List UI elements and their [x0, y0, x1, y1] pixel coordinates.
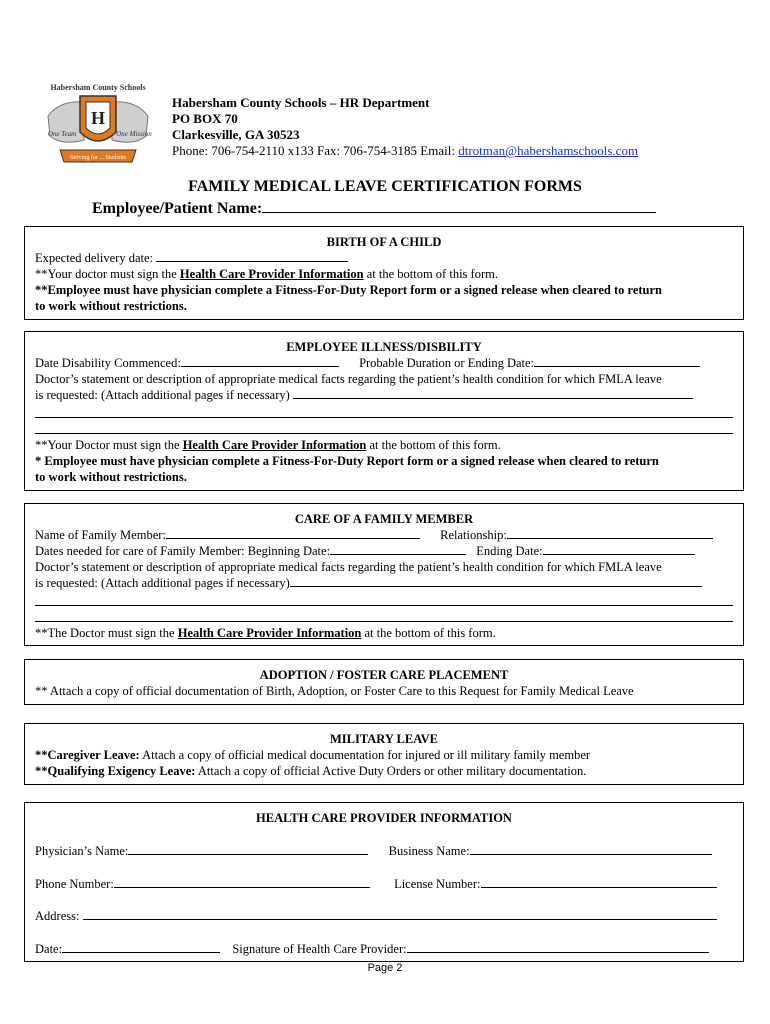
- illness-statement-line1: Doctor’s statement or description of appropriate medical facts regarding the patient’s health condition for which FMLA leave: [35, 372, 662, 386]
- illness-doctor-prefix: **Your Doctor must sign the: [35, 438, 183, 452]
- date-field[interactable]: [62, 941, 220, 953]
- birth-doctor-prefix: **Your doctor must sign the: [35, 267, 180, 281]
- family-statement-line1: Doctor’s statement or description of appropriate medical facts regarding the patient’s health condition for which FMLA leave: [35, 560, 662, 574]
- family-blank-line-1[interactable]: [35, 605, 733, 606]
- school-logo: [40, 80, 156, 178]
- ending-date-field[interactable]: [543, 543, 695, 555]
- birth-doctor-suffix: at the bottom of this form.: [363, 267, 498, 281]
- city-line: Clarkesville, GA 30523: [172, 127, 300, 142]
- family-statement-field[interactable]: [290, 575, 702, 587]
- duration-field[interactable]: [534, 355, 700, 367]
- logo-ribbon-text: Striving for ... Students: [69, 155, 127, 161]
- caregiver-row: [35, 747, 590, 763]
- military-section: [24, 723, 744, 785]
- beginning-date-field[interactable]: [330, 543, 466, 555]
- svg-text:H: H: [90, 108, 106, 128]
- disability-dates-row: [35, 355, 700, 371]
- family-statement-row: [35, 575, 702, 591]
- caregiver-label: **Caregiver Leave:: [35, 748, 140, 762]
- page-number: Page 2: [367, 962, 403, 974]
- relationship-field[interactable]: [507, 527, 713, 539]
- illness-section: [24, 331, 744, 491]
- commenced-field[interactable]: [181, 355, 339, 367]
- family-blank-line-2[interactable]: [35, 621, 733, 622]
- illness-statement-field[interactable]: [293, 387, 693, 399]
- date-label: Date:: [35, 942, 63, 956]
- license-field[interactable]: [481, 876, 717, 888]
- family-dates-row: [35, 543, 695, 559]
- contact-line: [172, 143, 638, 159]
- logo-left-text: One Team: [47, 130, 77, 138]
- employee-name-label: Employee/Patient Name:: [92, 200, 263, 217]
- birth-fitness-line2: to work without restrictions.: [35, 299, 187, 313]
- exigency-row: [35, 763, 586, 779]
- phone-row: [35, 876, 717, 892]
- employee-name-field[interactable]: [262, 198, 656, 213]
- license-label: License Number:: [394, 877, 481, 891]
- military-heading: MILITARY LEAVE: [329, 732, 439, 746]
- illness-blank-line-2[interactable]: [35, 433, 733, 434]
- business-label: Business Name:: [388, 844, 470, 858]
- address-label: Address:: [35, 909, 83, 923]
- illness-statement-line2: is requested: (Attach additional pages if necessary): [35, 388, 290, 402]
- birth-heading: BIRTH OF A CHILD: [326, 235, 442, 249]
- relationship-label: Relationship:: [440, 528, 507, 542]
- illness-hcp-ref: Health Care Provider Information: [182, 438, 367, 452]
- provider-heading: HEALTH CARE PROVIDER INFORMATION: [256, 811, 512, 825]
- contact-prefix: Phone: 706-754-2110 x133 Fax: 706-754-3185 Email:: [172, 143, 459, 158]
- illness-statement-row: [35, 387, 693, 403]
- illness-doctor-note: [35, 437, 501, 453]
- illness-doctor-suffix: at the bottom of this form.: [366, 438, 501, 452]
- ending-date-label: Ending Date:: [476, 544, 543, 558]
- family-doctor-prefix: **The Doctor must sign the: [35, 626, 178, 640]
- delivery-date-row: [35, 250, 348, 266]
- address-row: [35, 908, 717, 924]
- date-signature-row: [35, 941, 709, 957]
- family-doctor-suffix: at the bottom of this form.: [361, 626, 496, 640]
- family-statement-line2: is requested: (Attach additional pages if necessary): [35, 576, 290, 590]
- employee-name-row: [92, 198, 656, 218]
- illness-fitness-line2: to work without restrictions.: [35, 470, 187, 484]
- commenced-label: Date Disability Commenced:: [35, 356, 181, 370]
- signature-label: Signature of Health Care Provider:: [232, 942, 407, 956]
- address-field[interactable]: [83, 908, 717, 920]
- physician-row: [35, 843, 712, 859]
- family-hcp-ref: Health Care Provider Information: [177, 626, 362, 640]
- adoption-section: [24, 659, 744, 705]
- illness-blank-line-1[interactable]: [35, 417, 733, 418]
- form-title: FAMILY MEDICAL LEAVE CERTIFICATION FORMS: [188, 178, 582, 195]
- family-name-label: Name of Family Member:: [35, 528, 166, 542]
- family-section: [24, 503, 744, 646]
- provider-section: [24, 802, 744, 962]
- family-name-field[interactable]: [166, 527, 420, 539]
- exigency-text: Attach a copy of official Active Duty Orders or other military documentation.: [195, 764, 587, 778]
- business-field[interactable]: [470, 843, 712, 855]
- caregiver-text: Attach a copy of official medical documentation for injured or ill military family member: [139, 748, 591, 762]
- physician-field[interactable]: [128, 843, 368, 855]
- family-name-row: [35, 527, 713, 543]
- signature-field[interactable]: [407, 941, 709, 953]
- beginning-date-label: Dates needed for care of Family Member: Beginning Date:: [35, 544, 331, 558]
- family-heading: CARE OF A FAMILY MEMBER: [294, 512, 474, 526]
- org-line: Habersham County Schools – HR Department: [172, 95, 430, 110]
- family-doctor-note: [35, 625, 496, 641]
- birth-fitness-line1: **Employee must have physician complete a Fitness-For-Duty Report form or a signed release when cleared to return: [35, 283, 663, 297]
- phone-label: Phone Number:: [35, 877, 114, 891]
- po-box: PO BOX 70: [172, 111, 238, 126]
- delivery-date-field[interactable]: [156, 250, 348, 262]
- physician-label: Physician’s Name:: [35, 844, 129, 858]
- exigency-label: **Qualifying Exigency Leave:: [35, 764, 196, 778]
- birth-doctor-note: [35, 266, 498, 282]
- birth-hcp-ref: Health Care Provider Information: [179, 267, 364, 281]
- email-link[interactable]: dtrotman@habershamschools.com: [458, 143, 639, 158]
- logo-top-text: Habersham County Schools: [50, 83, 146, 92]
- logo-right-text: One Mission: [116, 130, 152, 138]
- adoption-text: ** Attach a copy of official documentation of Birth, Adoption, or Foster Care to this Request for Family Medical Leave: [35, 684, 634, 698]
- birth-section: [24, 226, 744, 320]
- delivery-date-label: Expected delivery date:: [35, 251, 153, 265]
- phone-field[interactable]: [114, 876, 370, 888]
- adoption-heading: ADOPTION / FOSTER CARE PLACEMENT: [259, 668, 509, 682]
- illness-heading: EMPLOYEE ILLNESS/DISBILITY: [286, 340, 482, 354]
- illness-fitness-line1: * Employee must have physician complete a Fitness-For-Duty Report form or a signed release when cleared to return: [35, 454, 659, 468]
- duration-label: Probable Duration or Ending Date:: [359, 356, 535, 370]
